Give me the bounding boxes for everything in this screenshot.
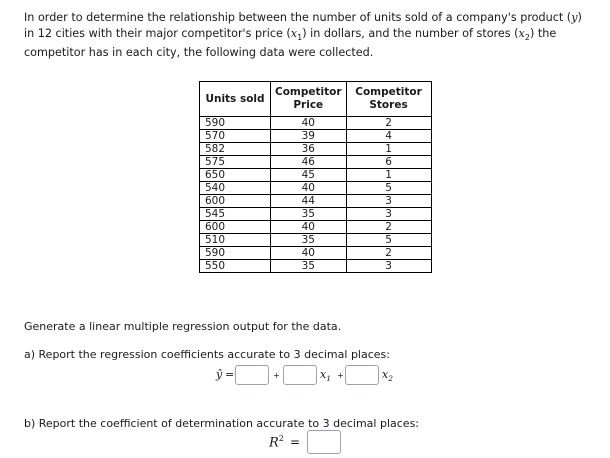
header-competitor-price: Competitor Price: [271, 82, 347, 117]
table-cell: 590: [200, 117, 271, 130]
table-cell: 35: [271, 208, 347, 221]
intro-text-4: ) the competitor has in each city, the following data were collected.: [24, 26, 557, 60]
table-cell: 5: [346, 234, 431, 247]
table-cell: 550: [200, 260, 271, 273]
regression-equation: [0, 365, 610, 387]
table-cell: 650: [200, 169, 271, 182]
table-cell: 35: [271, 234, 347, 247]
r-superscript: 2: [278, 434, 284, 443]
table-cell: 4: [346, 130, 431, 143]
x2-letter: x: [382, 368, 389, 381]
problem-intro: [24, 10, 594, 61]
x1-symbol: [320, 368, 331, 383]
table-cell: 2: [346, 221, 431, 234]
data-table: [199, 81, 432, 273]
table-cell: 2: [346, 247, 431, 260]
r-squared-symbol: [269, 434, 284, 450]
table-cell: 46: [271, 156, 347, 169]
table-cell: 5: [346, 182, 431, 195]
table-cell: 40: [271, 247, 347, 260]
intercept-input[interactable]: [235, 365, 269, 385]
x2-symbol: [382, 368, 393, 383]
table-header-row: [200, 82, 432, 117]
table-cell: 1: [346, 143, 431, 156]
table-cell: 3: [346, 208, 431, 221]
x2-coefficient-input[interactable]: [345, 365, 379, 385]
table-row: [200, 260, 432, 273]
table-cell: 3: [346, 260, 431, 273]
table-cell: 582: [200, 143, 271, 156]
table-row: [200, 234, 432, 247]
table-row: [200, 208, 432, 221]
part-b-label: b) Report the coefficient of determination accurate to 3 decimal places:: [24, 417, 420, 430]
table-cell: 45: [271, 169, 347, 182]
table-cell: 600: [200, 195, 271, 208]
table-body: [200, 117, 432, 273]
table-cell: 40: [271, 221, 347, 234]
table-row: [200, 130, 432, 143]
table-cell: 2: [346, 117, 431, 130]
part-a-label: a) Report the regression coefficients accurate to 3 decimal places:: [24, 348, 390, 361]
x2-subscript: 2: [388, 374, 393, 384]
var-x2-sub: 2: [524, 32, 530, 42]
var-y: y: [571, 11, 578, 24]
table-cell: 510: [200, 234, 271, 247]
table-cell: 44: [271, 195, 347, 208]
table-cell: 600: [200, 221, 271, 234]
plus-sign-2: +: [337, 371, 344, 380]
table-cell: 570: [200, 130, 271, 143]
table-cell: 40: [271, 182, 347, 195]
intro-text-2: ) in 12 cities with their major competitor's price (: [24, 11, 582, 40]
intro-text-1: In order to determine the relationship between the number of units sold of a company's product (: [24, 11, 572, 24]
x1-subscript: 1: [326, 374, 331, 384]
header-units-sold: Units sold: [200, 82, 271, 117]
x1-coefficient-input[interactable]: [283, 365, 317, 385]
table-row: [200, 182, 432, 195]
table-cell: 6: [346, 156, 431, 169]
table-row: [200, 195, 432, 208]
table-cell: 1: [346, 169, 431, 182]
table-cell: 40: [271, 117, 347, 130]
plus-sign-1: +: [273, 371, 280, 380]
intro-text-3: ) in dollars, and the number of stores (: [302, 26, 519, 40]
equals-sign: =: [225, 368, 235, 381]
var-x1: x: [290, 26, 298, 40]
table-row: [200, 156, 432, 169]
table-cell: 575: [200, 156, 271, 169]
header-competitor-stores: Competitor Stores: [346, 82, 431, 117]
table-row: [200, 221, 432, 234]
table-row: [200, 117, 432, 130]
regression-prompt: Generate a linear multiple regression output for the data.: [24, 320, 342, 333]
table-cell: 590: [200, 247, 271, 260]
x1-letter: x: [320, 368, 327, 381]
r-squared-equals: =: [290, 435, 301, 449]
r-squared-input[interactable]: [307, 430, 341, 454]
table-cell: 545: [200, 208, 271, 221]
var-x2: x: [518, 26, 525, 40]
table-cell: 36: [271, 143, 347, 156]
var-x1-sub: 1: [297, 32, 303, 42]
table-row: [200, 143, 432, 156]
r-squared-row: [0, 430, 610, 454]
r-letter: R: [269, 435, 279, 451]
table-row: [200, 247, 432, 260]
table-row: [200, 169, 432, 182]
table-cell: 540: [200, 182, 271, 195]
yhat-symbol: ŷ: [216, 368, 223, 381]
table-cell: 3: [346, 195, 431, 208]
table-cell: 35: [271, 260, 347, 273]
table-cell: 39: [271, 130, 347, 143]
